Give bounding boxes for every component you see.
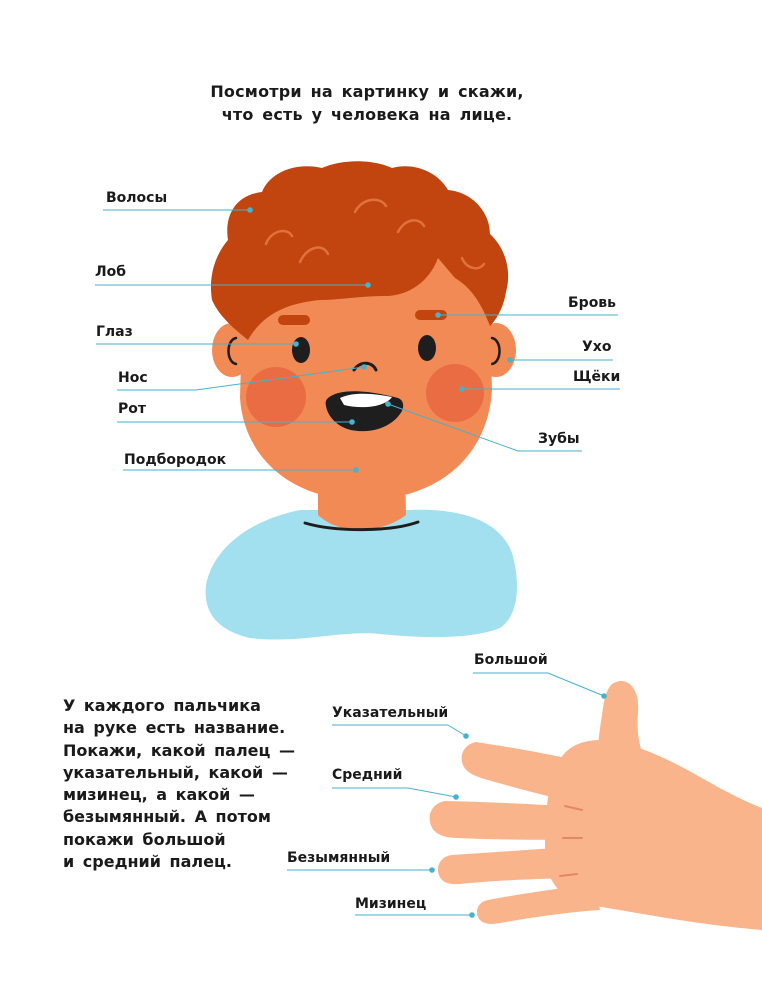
middle-finger bbox=[430, 801, 604, 840]
label-forehead: Лоб bbox=[95, 264, 127, 280]
label-pinky-finger: Мизинец bbox=[355, 896, 427, 912]
paragraph-line: безымянный. А потом bbox=[63, 807, 271, 827]
boy-illustration bbox=[206, 161, 517, 639]
instruction-paragraph bbox=[63, 695, 295, 873]
paragraph-line: мизинец, а какой — bbox=[63, 785, 255, 805]
label-eye: Глаз bbox=[96, 324, 133, 340]
heading-line-1: Посмотри на картинку и скажи, bbox=[210, 82, 524, 101]
label-eyebrow: Бровь bbox=[568, 295, 617, 311]
label-nose: Нос bbox=[118, 370, 148, 386]
paragraph-line: У каждого пальчика bbox=[63, 696, 261, 715]
label-cheeks: Щёки bbox=[573, 369, 621, 385]
paragraph-line: на руке есть название. bbox=[63, 718, 286, 738]
label-ear: Ухо bbox=[582, 339, 612, 355]
label-ring-finger: Безымянный bbox=[287, 850, 391, 866]
paragraph-line: покажи большой bbox=[63, 829, 226, 849]
hand-illustration bbox=[430, 681, 762, 930]
label-teeth: Зубы bbox=[538, 431, 580, 447]
label-mouth: Рот bbox=[118, 401, 146, 417]
paragraph-line: и средний палец. bbox=[63, 852, 232, 872]
paragraph-line: указательный, какой — bbox=[63, 762, 288, 782]
paragraph-line: Покажи, какой палец — bbox=[63, 740, 295, 760]
heading-line-2: что есть у человека на лице. bbox=[221, 105, 513, 124]
label-thumb: Большой bbox=[474, 652, 548, 668]
pinky-finger bbox=[477, 884, 600, 924]
label-hair: Волосы bbox=[106, 190, 168, 206]
label-index-finger: Указательный bbox=[332, 705, 449, 721]
label-middle-finger: Средний bbox=[332, 767, 403, 783]
label-chin: Подбородок bbox=[124, 452, 227, 468]
